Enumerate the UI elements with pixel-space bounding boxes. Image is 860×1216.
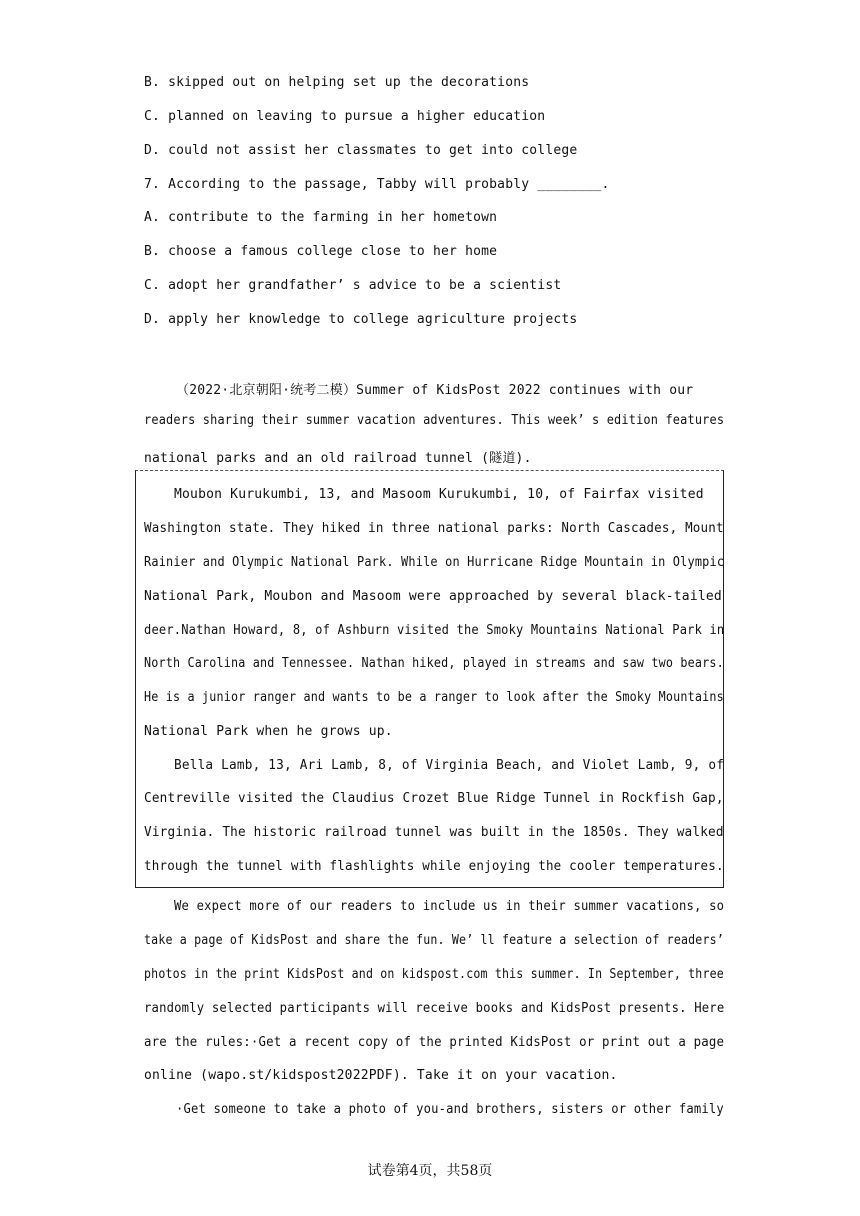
option-7b: B. choose a famous college close to her home — [144, 244, 498, 259]
box-line: National Park, Moubon and Masoom were approached by several black-tailed — [144, 589, 722, 604]
box-line: National Park when he grows up. — [144, 724, 393, 739]
body-line: are the rules:·Get a recent copy of the printed KidsPost or print out a page — [144, 1035, 725, 1050]
box-line: Virginia. The historic railroad tunnel was built in the 1850s. They walked — [144, 825, 724, 840]
option-6d: D. could not assist her classmates to get into college — [144, 143, 578, 158]
box-line: deer.Nathan Howard, 8, of Ashburn visited the Smoky Mountains National Park in — [144, 623, 725, 638]
passage-intro-line: readers sharing their summer vacation adventures. This week’ s edition features — [144, 413, 725, 428]
question-7-stem: 7. According to the passage, Tabby will probably ________. — [144, 177, 610, 192]
box-line: Centreville visited the Claudius Crozet Blue Ridge Tunnel in Rockfish Gap, — [144, 791, 724, 806]
box-line: Rainier and Olympic National Park. While on Hurricane Ridge Mountain in Olympic — [144, 555, 725, 570]
option-7d: D. apply her knowledge to college agriculture projects — [144, 312, 578, 327]
box-line: through the tunnel with flashlights while enjoying the cooler temperatures. — [144, 859, 724, 874]
box-line: He is a junior ranger and wants to be a ranger to look after the Smoky Mountains — [144, 690, 724, 705]
page-footer: 试卷第4页，共58页 — [367, 1163, 493, 1179]
box-line: Bella Lamb, 13, Ari Lamb, 8, of Virginia Beach, and Violet Lamb, 9, of — [174, 758, 725, 773]
box-line: Moubon Kurukumbi, 13, and Masoom Kurukumbi, 10, of Fairfax visited — [174, 487, 704, 502]
passage-intro-line: national parks and an old railroad tunnel (隧道). — [144, 451, 532, 466]
option-6c: C. planned on leaving to pursue a higher education — [144, 109, 546, 124]
body-line: photos in the print KidsPost and on kidspost.com this summer. In September, three — [144, 967, 724, 982]
body-line: ·Get someone to take a photo of you-and brothers, sisters or other family — [176, 1102, 724, 1117]
body-line: online (wapo.st/kidspost2022PDF). Take it on your vacation. — [144, 1068, 618, 1083]
box-line: North Carolina and Tennessee. Nathan hiked, played in streams and saw two bears. — [144, 656, 724, 671]
body-line: take a page of KidsPost and share the fun. We’ ll feature a selection of readers’ — [144, 933, 724, 948]
box-line: Washington state. They hiked in three national parks: North Cascades, Mount — [144, 521, 724, 536]
body-line: We expect more of our readers to include us in their summer vacations, so — [174, 899, 725, 914]
passage-intro-line: （2022·北京朝阳·统考二模）Summer of KidsPost 2022 continues with our — [176, 383, 694, 398]
option-6b: B. skipped out on helping set up the decorations — [144, 75, 530, 90]
option-7c: C. adopt her grandfather’ s advice to be a scientist — [144, 278, 562, 293]
body-line: randomly selected participants will receive books and KidsPost presents. Here — [144, 1001, 725, 1016]
option-7a: A. contribute to the farming in her hometown — [144, 210, 498, 225]
